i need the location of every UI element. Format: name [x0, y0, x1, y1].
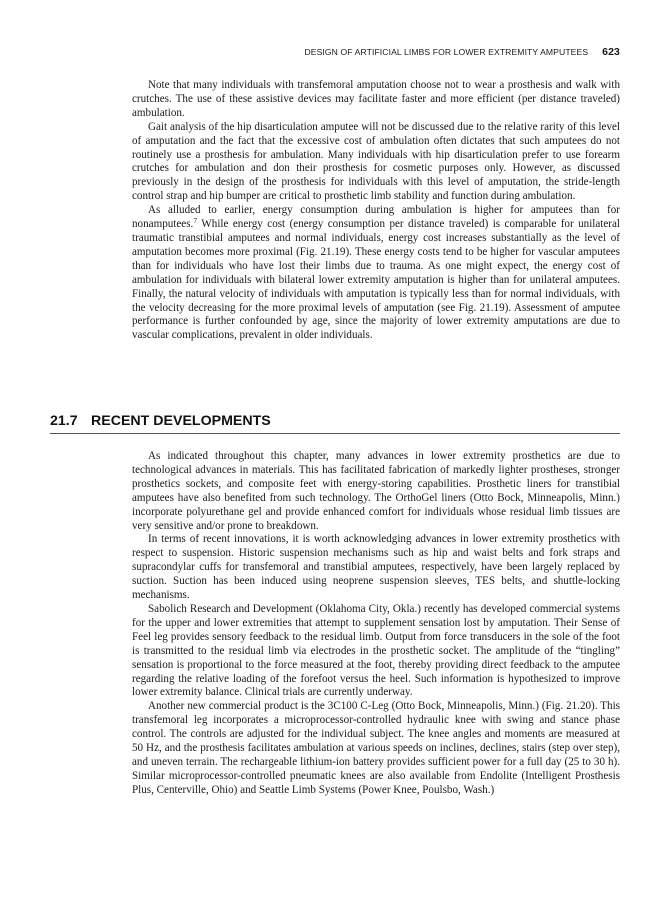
paragraph-crutches: Note that many individuals with transfemoral amputation choose not to wear a prosthesis and walk with crutches. The use of these assistive devices may facilitate faster and more efficient (per distance traveled) ambulation.: [132, 79, 620, 119]
paragraph-suspension: In terms of recent innovations, it is worth acknowledging advances in lower extremity prosthetics with respect to suspension. Historic suspension mechanisms such as hip and waist belts and fork straps and supracondylar cuffs for transfemoral and transtibial amputees, respectively, have been largely replaced by suction. Suction has been induced using neoprene suspension sleeves, TES belts, and shuttle-locking mechanisms.: [132, 533, 620, 602]
section-title: RECENT DEVELOPMENTS: [91, 413, 271, 429]
paragraph-sabolich: Sabolich Research and Development (Oklahoma City, Okla.) recently has developed commercial systems for the upper and lower extremities that attempt to supplement sensation lost by amputation. Their Sense of Feel leg provides sensory feedback to the residual limb. Output from force transducers in the sole of the foot is transmitted to the residual limb via electrodes in the prosthetic socket. The amplitude of the “tingling” sensation is proportional to the force measured at the foot, thereby providing direct feedback to the amputee regarding the relative loading of the forefoot versus the heel. Such information is hypothesized to improve lower extremity balance. Clinical trials are currently underway.: [132, 602, 620, 699]
section-heading: [50, 413, 620, 429]
section-number: 21.7: [50, 413, 78, 429]
energy-text-rest: While energy cost (energy consumption per distance traveled) is comparable for unilateral traumatic transtibial amputees and normal individuals, energy cost increases substantially as the level of amputation becomes more proximal (Fig. 21.19). These energy costs tend to be higher for vascular amputees than for individuals who have lost their limbs due to trauma. As one might expect, the energy cost of ambulation for individuals with bilateral lower extremity amputation is higher than for unilateral amputees. Finally, the natural velocity of individuals with amputation is typically less than for normal individuals, with the velocity decreasing for the more proximal levels of amputation (see Fig. 21.19). Assessment of amputee performance is further confounded by age, since the majority of lower extremity amputations are due to vascular complications, prevalent in older individuals.: [132, 218, 620, 342]
body-text-bottom: [132, 450, 620, 798]
body-text-top: [132, 79, 620, 343]
paragraph-energy-consumption: [132, 204, 620, 343]
citation-ref: 7: [193, 216, 198, 226]
paragraph-materials: As indicated throughout this chapter, many advances in lower extremity prosthetics are due to technological advances in materials. This has facilitated fabrication of markedly lighter prostheses, stronger prosthetics sockets, and composite feet with energy-storing capabilities. Prosthetic liners for transtibial amputees have also benefited from such technology. The OrthoGel liners (Otto Bock, Minneapolis, Minn.) incorporate polyurethane gel and provide enhanced comfort for individuals whose residual limb tissues are very sensitive and/or prone to breakdown.: [132, 450, 620, 532]
page-number: 623: [602, 46, 620, 58]
section-rule: [50, 433, 620, 434]
running-head: [132, 46, 620, 58]
paragraph-c-leg: Another new commercial product is the 3C100 C-Leg (Otto Bock, Minneapolis, Minn.) (Fig. 21.20). This transfemoral leg incorporates a microprocessor-controlled hydraulic knee with swing and stance phase control. The controls are adjusted for the individual subject. The knee angles and moments are measured at 50 Hz, and the prosthesis facilitates ambulation at various speeds on inclines, declines, stairs (step over step), and uneven terrain. The rechargeable lithium-ion battery provides sufficient power for a full day (25 to 30 h). Similar microprocessor-controlled pneumatic knees are also available from Endolite (Intelligent Prosthesis Plus, Centerville, Ohio) and Seattle Limb Systems (Power Knee, Poulsbo, Wash.): [132, 700, 620, 796]
running-head-title: DESIGN OF ARTIFICIAL LIMBS FOR LOWER EXTREMITY AMPUTEES: [304, 47, 589, 57]
paragraph-hip-disarticulation: Gait analysis of the hip disarticulation amputee will not be discussed due to the relative rarity of this level of amputation and the fact that the excessive cost of ambulation often dictates that such amputees do not routinely use a prosthesis for ambulation. Many individuals with hip disarticulation prefer to use forearm crutches for ambulation and don their prosthesis for cosmetic purposes only. However, as discussed previously in the design of the prosthesis for individuals with this level of amputation, the stride-length control strap and hip bumper are critical to prosthetic limb stability and function during ambulation.: [132, 120, 620, 203]
energy-text-start: As alluded to earlier, energy consumption during ambulation is higher for amputees than for nonamputees.: [132, 204, 620, 231]
